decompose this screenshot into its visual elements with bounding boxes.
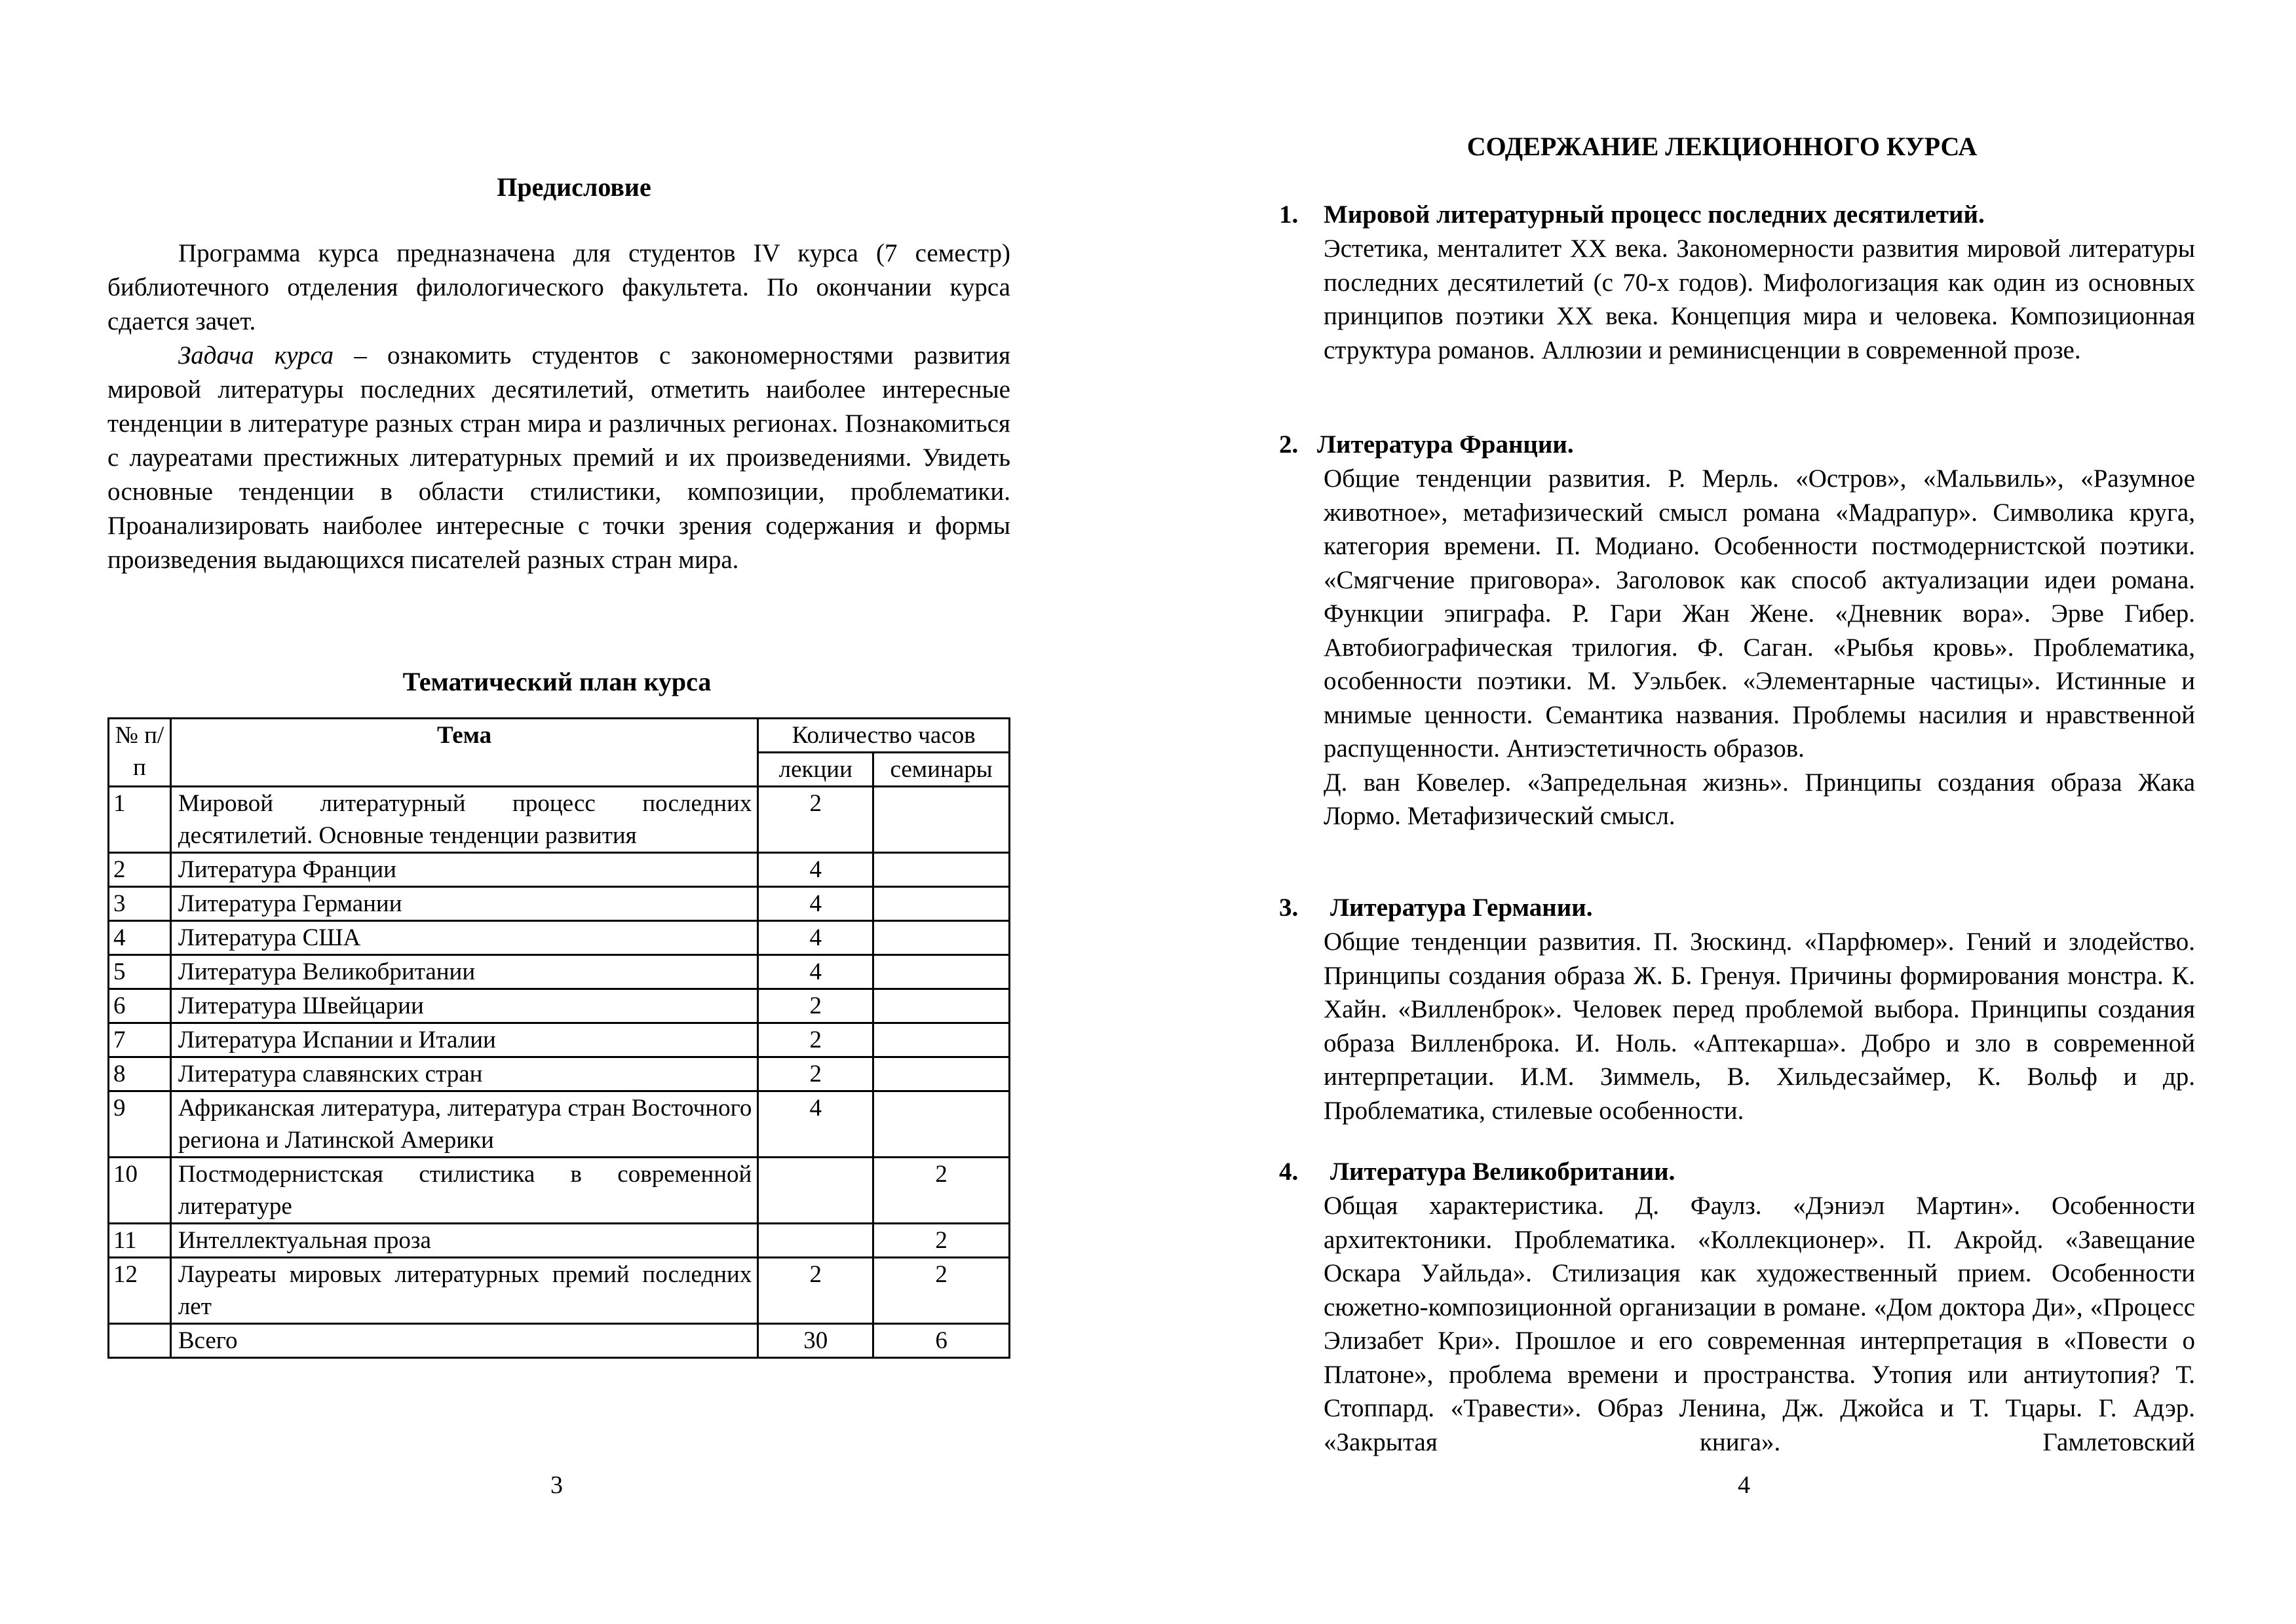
total-seminars: 6 (873, 1324, 1010, 1358)
header-topic: Тема (170, 719, 758, 787)
total-label: Всего (170, 1324, 758, 1358)
page-number-right: 4 (1738, 1471, 1750, 1499)
course-goal-label: Задача курса (178, 341, 334, 369)
lecture-course-title: СОДЕРЖАНИЕ ЛЕКЦИОННОГО КУРСА (1466, 132, 1978, 161)
row-topic: Лауреаты мировых литературных премий последних лет (170, 1258, 758, 1324)
row-topic: Мировой литературный процесс последних десятилетий. Основные тенденции развития (170, 787, 758, 853)
row-lectures: 2 (758, 1258, 873, 1324)
row-num: 4 (109, 921, 171, 955)
section-4 (1279, 1155, 2195, 1459)
row-lectures: 4 (758, 921, 873, 955)
row-lectures: 2 (758, 1023, 873, 1057)
row-num: 2 (109, 853, 171, 887)
row-lectures: 4 (758, 1091, 873, 1158)
preface-paragraph-1-text: Программа курса предназначена для студентов IV курса (7 семестр) библиотечного отделения филологического факультета. По окончании курса сдается зачет. (107, 239, 1010, 335)
row-topic: Литература Великобритании (170, 955, 758, 989)
header-num: № п/п (109, 719, 171, 787)
row-topic: Интеллектуальная проза (170, 1224, 758, 1258)
total-lectures: 30 (758, 1324, 873, 1358)
row-num: 6 (109, 989, 171, 1023)
row-lectures: 2 (758, 787, 873, 853)
section-4-number: 4. (1279, 1158, 1299, 1186)
row-num: 1 (109, 787, 171, 853)
section-3-heading (1279, 891, 2195, 925)
row-lectures: 4 (758, 955, 873, 989)
row-num: 10 (109, 1158, 171, 1224)
section-4-heading (1279, 1155, 2195, 1189)
section-4-body: Общая характеристика. Д. Фаулз. «Дэниэл Мартин». Особенности архитектоники. Проблематика. «Коллекционер». П. Акройд. «Завещание Оскара Уайльда». Стилизация как художественный прием. Особенности сюжетно-композиционной организации в романе. «Дом доктора Ди», «Процесс Элизабет Кри». Прошлое и его современная интерпретация в «Повести о Платоне», проблема времени и пространства. Утопия или антиутопия? Т. Стоппард. «Травести». Образ Ленина, Дж. Джойса и Т. Тцары. Г. Адэр. «Закрытая книга». Гамлетовский (1324, 1192, 2195, 1456)
row-topic: Литература Швейцарии (170, 989, 758, 1023)
row-num: 8 (109, 1057, 171, 1091)
section-4-title: Литература Великобритании. (1330, 1158, 1675, 1186)
section-1-title: Мировой литературный процесс последних десятилетий. (1324, 200, 1985, 229)
section-3-number: 3. (1279, 894, 1299, 922)
row-topic: Литература Франции (170, 853, 758, 887)
page-number-left: 3 (550, 1471, 563, 1499)
row-num: 9 (109, 1091, 171, 1158)
header-seminars: семинары (873, 753, 1010, 787)
row-seminars: 2 (873, 1224, 1010, 1258)
section-2-number: 2. (1279, 430, 1299, 459)
row-seminars: 2 (873, 1158, 1010, 1224)
row-topic: Африканская литература, литература стран Восточного региона и Латинской Америки (170, 1091, 758, 1158)
preface-title: Предисловие (497, 172, 651, 202)
section-1-heading (1279, 198, 2195, 232)
section-2-body: Общие тенденции развития. Р. Мерль. «Остров», «Мальвиль», «Разумное животное», метафизический смысл романа «Мадрапур». Символика круга, категория времени. П. Модиано. Особенности постмодернистской поэтики. «Смягчение приговора». Заголовок как способ актуализации идеи романа. Функции эпиграфа. Р. Гари Жан Жене. «Дневник вора». Эрве Гибер. Автобиографическая трилогия. Ф. Саган. «Рыбья кровь». Проблематика, особенности поэтики. М. Уэльбек. «Элементарные частицы». Истинные и мнимые ценности. Семантика названия. Проблемы насилия и нравственной распущенности. Антиэстетичность образов. (1324, 464, 2195, 763)
row-num: 11 (109, 1224, 171, 1258)
section-1-body: Эстетика, менталитет XX века. Закономерности развития мировой литературы последних десятилетий (с 70-х годов). Мифологизация как один из основных принципов поэтики XX века. Концепция мира и человека. Композиционная структура романов. Аллюзии и реминисценции в современной прозе. (1324, 235, 2195, 364)
row-topic: Литература Испании и Италии (170, 1023, 758, 1057)
row-num: 3 (109, 887, 171, 921)
section-3-title: Литература Германии. (1330, 894, 1593, 922)
section-2-title: Литература Франции. (1317, 430, 1574, 459)
header-hours: Количество часов (758, 719, 1010, 753)
row-num: 12 (109, 1258, 171, 1324)
row-lectures: 2 (758, 1057, 873, 1091)
plan-table-title: Тематический план курса (402, 667, 712, 696)
row-topic: Постмодернистская стилистика в современной литературе (170, 1158, 758, 1224)
section-1-number: 1. (1279, 200, 1299, 229)
row-seminars: 2 (873, 1258, 1010, 1324)
header-lectures: лекции (758, 753, 873, 787)
section-2 (1279, 428, 2195, 833)
section-3 (1279, 891, 2195, 1127)
row-lectures: 4 (758, 853, 873, 887)
row-topic: Литература славянских стран (170, 1057, 758, 1091)
row-lectures: 2 (758, 989, 873, 1023)
section-1 (1279, 198, 2195, 367)
row-num: 7 (109, 1023, 171, 1057)
row-topic: Литература Германии (170, 887, 758, 921)
section-2-body-extra: Д. ван Ковелер. «Запредельная жизнь». Принципы создания образа Жака Лормо. Метафизический смысл. (1324, 768, 2195, 830)
preface-paragraph-2-text: – ознакомить студентов с закономерностями развития мировой литературы последних десятилетий, отметить наиболее интересные тенденции в литературе разных стран мира и различных регионах. Познакомиться с лауреатами престижных литературных премий и их произведениями. Увидеть основные тенденции в области стилистики, композиции, проблематики. Проанализировать наиболее интересные с точки зрения содержания и формы произведения выдающихся писателей разных стран мира. (107, 341, 1011, 574)
row-topic: Литература США (170, 921, 758, 955)
section-2-heading (1279, 428, 2195, 462)
section-3-body: Общие тенденции развития. П. Зюскинд. «Парфюмер». Гений и злодейство. Принципы создания образа Ж. Б. Гренуя. Причины формирования монстра. К. Хайн. «Вилленброк». Человек перед проблемой выбора. Принципы создания образа Вилленброка. И. Ноль. «Аптекарша». Добро и зло в современной интерпретации. И.М. Зиммель, В. Хильдесзаймер, К. Вольф и др. Проблематика, стилевые особенности. (1324, 928, 2195, 1125)
row-lectures: 4 (758, 887, 873, 921)
row-num: 5 (109, 955, 171, 989)
